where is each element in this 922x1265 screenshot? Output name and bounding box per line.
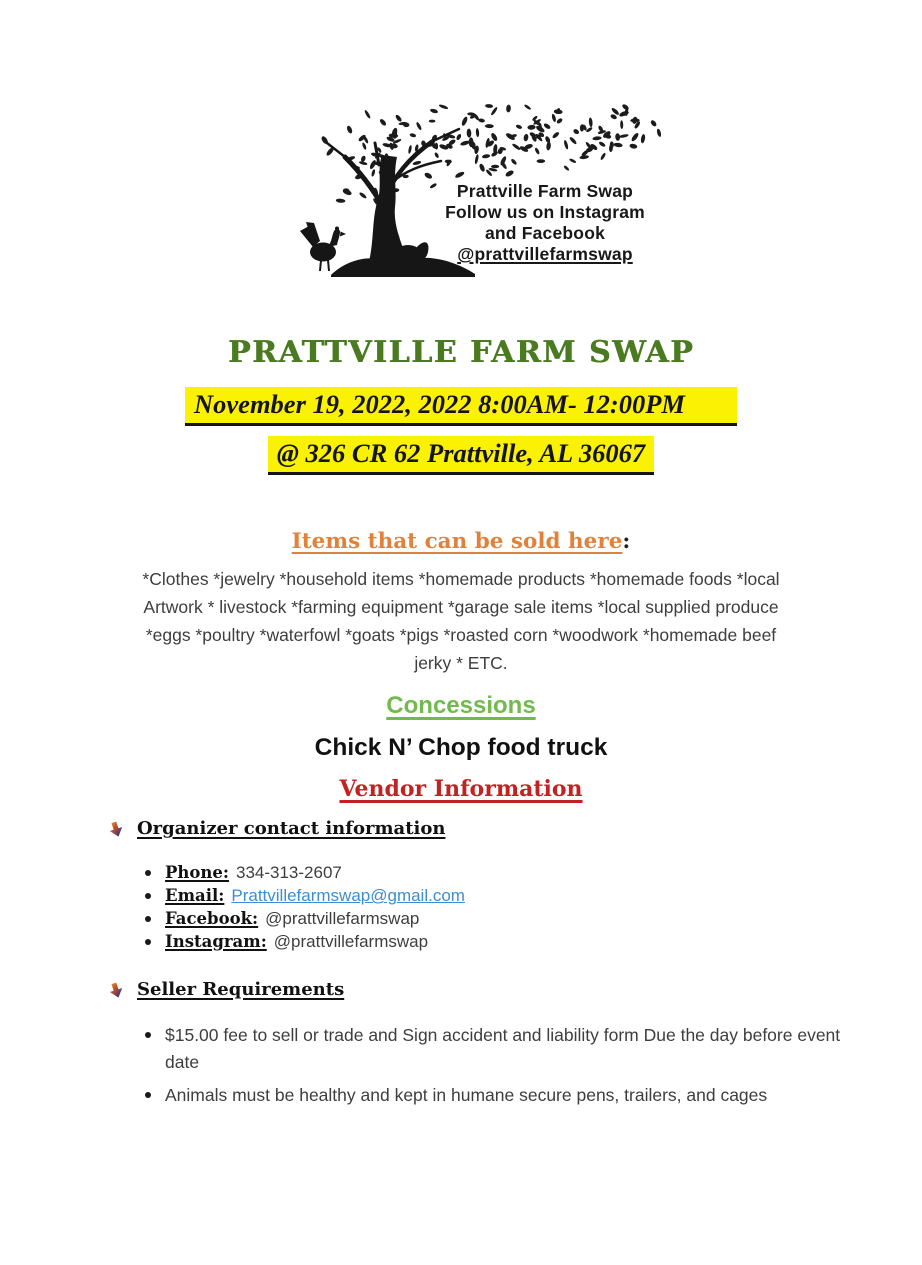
bullet-dot-icon	[145, 893, 151, 899]
bullet-dot-icon	[145, 939, 151, 945]
requirement-fee: $15.00 fee to sell or trade and Sign accident and liability form Due the day before event date	[165, 1025, 841, 1072]
items-heading-text: Items that can be sold here	[291, 529, 623, 554]
event-location: @ 326 CR 62 Prattville, AL 36067	[268, 436, 654, 475]
rooster-silhouette	[300, 222, 346, 271]
logo-social-handle: @prattvillefarmswap	[457, 244, 633, 264]
bullet-dot-icon	[145, 870, 151, 876]
page-title: PRATTVILLE FARM SWAP	[227, 335, 695, 370]
requirement-row	[145, 1022, 922, 1076]
logo-line-2: Follow us on Instagram	[445, 202, 645, 222]
seller-requirements-heading	[108, 978, 922, 1002]
organizer-contact-list	[145, 861, 922, 953]
requirement-row	[145, 1082, 922, 1109]
logo-line-1: Prattville Farm Swap	[456, 181, 634, 201]
bullet-dot-icon	[145, 1032, 151, 1038]
concessions-heading: Concessions	[386, 692, 536, 719]
contact-row-facebook	[145, 907, 922, 930]
contact-row-instagram	[145, 930, 922, 953]
items-heading-colon: :	[622, 529, 631, 554]
phone-label: Phone:	[165, 863, 229, 882]
logo-line-3: and Facebook	[484, 223, 606, 243]
organizer-contact-heading-text: Organizer contact information	[137, 818, 446, 839]
seller-requirements-heading-text: Seller Requirements	[137, 979, 345, 1000]
items-section-heading	[0, 528, 922, 556]
arrow-bullet-icon	[108, 821, 124, 838]
food-truck-name: Chick N’ Chop food truck	[314, 734, 608, 761]
facebook-label: Facebook:	[165, 909, 259, 928]
event-datetime: November 19, 2022, 2022 8:00AM- 12:00PM	[185, 387, 737, 426]
vendor-information-heading: Vendor Information	[339, 776, 583, 802]
requirement-animals: Animals must be healthy and kept in humane secure pens, trailers, and cages	[165, 1085, 768, 1105]
seller-requirements-list	[145, 1022, 922, 1109]
farm-swap-logo	[283, 95, 665, 277]
organizer-contact-heading	[108, 817, 922, 841]
items-list-paragraph: *Clothes *jewelry *household items *homemade products *homemade foods *local Artwork * livestock *farming equipment *garage sale items *local supplied produce *eggs *poultry *waterfowl *goats *pigs *roasted corn *woodwork *homemade beef jerky * ETC.	[142, 569, 780, 673]
contact-row-phone	[145, 861, 922, 884]
bullet-dot-icon	[145, 1092, 151, 1098]
phone-value: 334-313-2607	[236, 863, 342, 882]
logo-caption	[425, 181, 665, 265]
email-label: Email:	[165, 886, 225, 905]
contact-row-email	[145, 884, 922, 907]
event-datetime-line	[0, 387, 922, 426]
instagram-label: Instagram:	[165, 932, 267, 951]
email-link[interactable]: Prattvillefarmswap@gmail.com	[231, 886, 465, 905]
arrow-bullet-icon	[108, 982, 124, 999]
event-location-line	[0, 436, 922, 475]
facebook-handle: @prattvillefarmswap	[265, 909, 420, 928]
bullet-dot-icon	[145, 916, 151, 922]
instagram-handle: @prattvillefarmswap	[273, 932, 429, 951]
